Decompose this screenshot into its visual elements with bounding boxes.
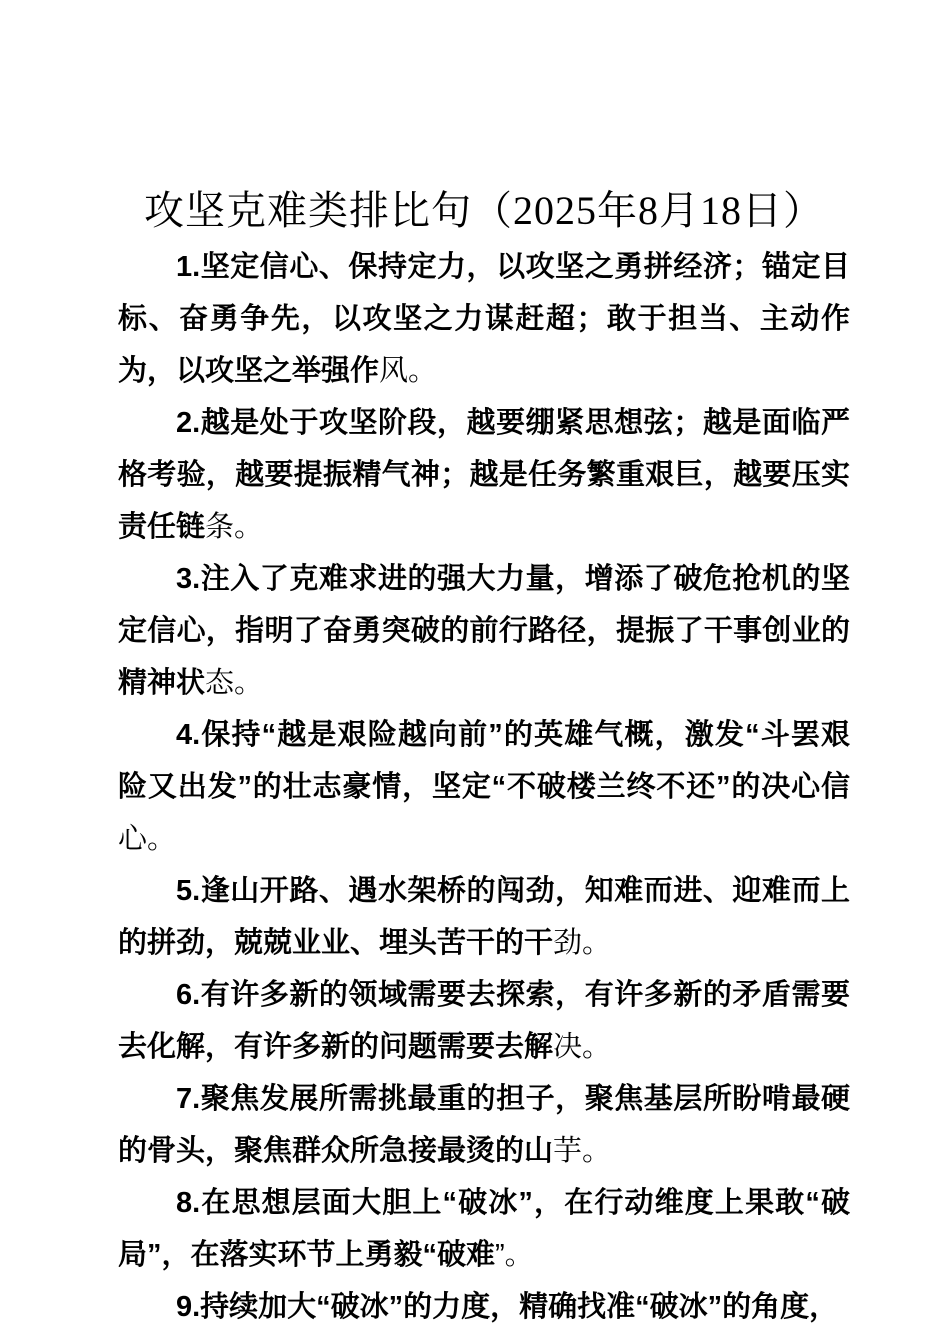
paragraph-text: 3.注入了克难求进的强大力量，增添了破危抢机的坚定信心，指明了奋勇突破的前行路径，提振了干事创业的精神状 (118, 563, 850, 699)
paragraph-tail: 态。 (205, 667, 264, 699)
paragraph (118, 553, 850, 709)
paragraph (118, 969, 850, 1073)
paragraph (118, 709, 850, 865)
paragraph-text: 5.逢山开路、遇水架桥的闯劲，知难而进、迎难而上的拼劲，兢兢业业、埋头苦干的干 (118, 875, 850, 959)
paragraph (118, 865, 850, 969)
paragraph-tail: 芋。 (553, 1135, 612, 1167)
paragraph-tail: 劲。 (553, 927, 612, 959)
paragraph-text: 8.在思想层面大胆上“破冰”，在行动维度上果敢“破局”，在落实环节上勇毅“破难 (118, 1187, 850, 1271)
paragraph-text: 6.有许多新的领域需要去探索，有许多新的矛盾需要去化解，有许多新的问题需要去解 (118, 979, 850, 1063)
paragraph (118, 241, 850, 397)
paragraph-text: 2.越是处于攻坚阶段，越要绷紧思想弦；越是面临严格考验，越要提振精气神；越是任务繁重艰巨，越要压实责任链 (118, 407, 850, 543)
document-title: 攻坚克难类排比句（2025年8月18日） (144, 188, 824, 233)
paragraph-tail: 决。 (553, 1031, 612, 1063)
paragraph-text: 1.坚定信心、保持定力，以攻坚之勇拼经济；锚定目标、奋勇争先，以攻坚之力谋赶超；敢于担当、主动作为，以攻坚之举强作 (118, 251, 850, 387)
paragraph-tail: 条。 (205, 511, 264, 543)
paragraph-tail: ”。 (495, 1239, 534, 1271)
paragraph (118, 1177, 850, 1281)
paragraph-tail: 风。 (379, 355, 438, 387)
paragraph-tail: 心。 (118, 823, 177, 855)
paragraph-text: 4.保持“越是艰险越向前”的英雄气概，激发“斗罢艰险又出发”的壮志豪情，坚定“不破楼兰终不还”的决心信 (118, 719, 850, 803)
paragraph-text: 9.持续加大“破冰”的力度，精确找准“破冰”的角度， (176, 1291, 839, 1323)
document-body (118, 241, 850, 1333)
paragraph (118, 1073, 850, 1177)
paragraph (118, 1281, 850, 1333)
paragraph-text: 7.聚焦发展所需挑最重的担子，聚焦基层所盼啃最硬的骨头，聚焦群众所急接最烫的山 (118, 1083, 850, 1167)
paragraph (118, 397, 850, 553)
